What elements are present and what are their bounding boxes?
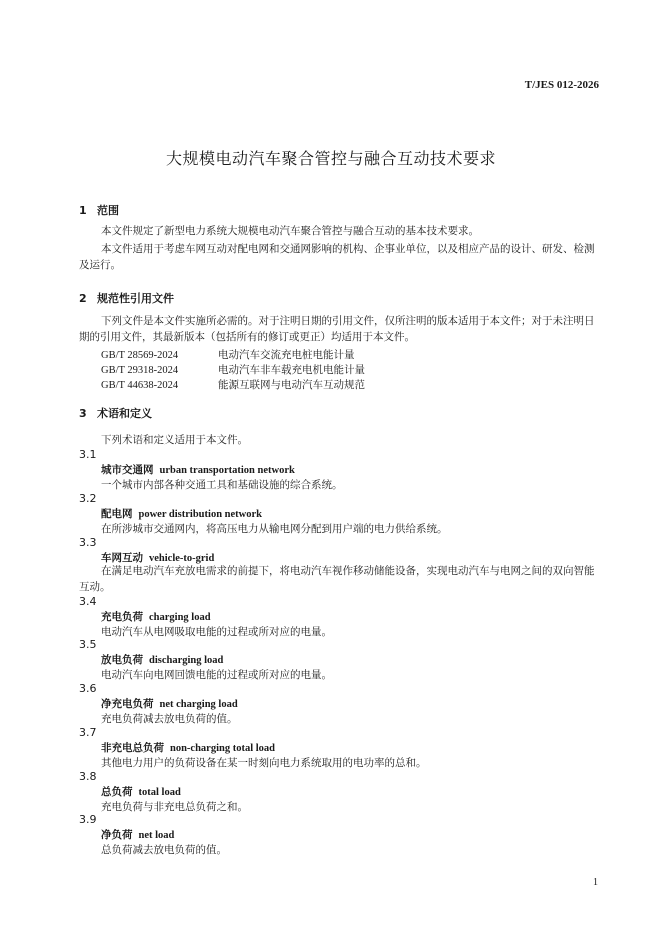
term-name <box>101 740 275 755</box>
paragraph: 下列术语和定义适用于本文件。 <box>101 434 248 446</box>
term-definition: 电动汽车向电网回馈电能的过程或所对应的电量。 <box>101 669 332 681</box>
term-name-en: net charging load <box>159 699 238 710</box>
term-definition: 电动汽车从电网吸取电能的过程或所对应的电量。 <box>101 626 332 638</box>
section-heading-normative-references <box>79 290 174 306</box>
paragraph: 下列文件是本文件实施所必需的。对于注明日期的引用文件，仅所注明的版本适用于本文件；对于未注明日期的引用文件，其最新版本（包括所有的修订或更正）均适用于本文件。 <box>79 315 595 343</box>
term-number: 3.8 <box>79 770 97 783</box>
term-definition: 一个城市内部各种交通工具和基础设施的综合系统。 <box>101 479 343 491</box>
reference-code: GB/T 28569-2024 <box>101 350 179 361</box>
term-name-en: charging load <box>149 612 211 623</box>
reference-row <box>101 347 355 362</box>
term-name-en: vehicle-to-grid <box>149 553 215 564</box>
paragraph: 本文件规定了新型电力系统大规模电动汽车聚合管控与融合互动的基本技术要求。 <box>101 225 479 237</box>
term-name <box>101 696 238 711</box>
term-definition: 充电负荷减去放电负荷的值。 <box>101 713 238 725</box>
standard-code: T/JES 012-2026 <box>524 79 599 91</box>
term-name-en: power distribution network <box>138 509 262 520</box>
reference-title: 电动汽车交流充电桩电能计量 <box>218 349 355 361</box>
term-definition: 在满足电动汽车充放电需求的前提下，将电动汽车视作移动储能设备，实现电动汽车与电网之间的双向智能互动。 <box>79 565 595 593</box>
term-number: 3.9 <box>79 813 97 826</box>
reference-row <box>101 377 365 392</box>
term-name-zh: 净充电负荷 <box>101 698 154 710</box>
term-name <box>101 462 295 477</box>
document-title: 大规模电动汽车聚合管控与融合互动技术要求 <box>165 149 496 168</box>
paragraph: 本文件适用于考虑车网互动对配电网和交通网影响的机构、企事业单位，以及相应产品的设计、研发、检测及运行。 <box>79 243 595 271</box>
term-number: 3.3 <box>79 536 97 549</box>
term-number: 3.6 <box>79 682 97 695</box>
term-name-zh: 放电负荷 <box>101 654 143 666</box>
section-title: 规范性引用文件 <box>97 292 174 305</box>
term-name-en: total load <box>138 787 181 798</box>
term-name-en: net load <box>138 830 175 841</box>
page-number: 1 <box>593 877 598 888</box>
reference-row <box>101 362 365 377</box>
term-name <box>101 506 262 521</box>
section-heading-scope <box>79 202 119 218</box>
term-definition: 在所涉城市交通网内，将高压电力从输电网分配到用户端的电力供给系统。 <box>101 523 448 535</box>
term-name-zh: 非充电总负荷 <box>101 742 164 754</box>
term-name <box>101 827 174 842</box>
section-title: 范围 <box>97 204 119 217</box>
term-number: 3.2 <box>79 492 97 505</box>
term-number: 3.1 <box>79 448 97 461</box>
term-definition: 其他电力用户的负荷设备在某一时刻向电力系统取用的电功率的总和。 <box>101 757 427 769</box>
term-name-zh: 城市交通网 <box>101 464 154 476</box>
term-name <box>101 652 223 667</box>
reference-code: GB/T 44638-2024 <box>101 380 179 391</box>
term-number: 3.7 <box>79 726 97 739</box>
reference-title: 电动汽车非车载充电机电能计量 <box>218 364 365 376</box>
term-name-zh: 净负荷 <box>101 829 133 841</box>
term-name-en: discharging load <box>149 655 224 666</box>
term-name-zh: 充电负荷 <box>101 611 143 623</box>
reference-title: 能源互联网与电动汽车互动规范 <box>218 379 365 391</box>
term-name-zh: 配电网 <box>101 508 133 520</box>
term-name-en: non-charging total load <box>170 743 276 754</box>
term-name-en: urban transportation network <box>159 465 295 476</box>
term-name <box>101 784 181 799</box>
term-number: 3.4 <box>79 595 97 608</box>
reference-code: GB/T 29318-2024 <box>101 365 179 376</box>
section-number: 3 <box>79 407 87 420</box>
section-title: 术语和定义 <box>97 407 152 420</box>
term-number: 3.5 <box>79 638 97 651</box>
term-definition: 总负荷减去放电负荷的值。 <box>101 844 227 856</box>
term-name-zh: 总负荷 <box>101 786 133 798</box>
section-number: 1 <box>79 204 87 217</box>
section-heading-terms-and-definitions <box>79 405 152 421</box>
section-number: 2 <box>79 292 87 305</box>
term-name-zh: 车网互动 <box>101 552 143 564</box>
term-name <box>101 609 211 624</box>
term-definition: 充电负荷与非充电总负荷之和。 <box>101 801 248 813</box>
